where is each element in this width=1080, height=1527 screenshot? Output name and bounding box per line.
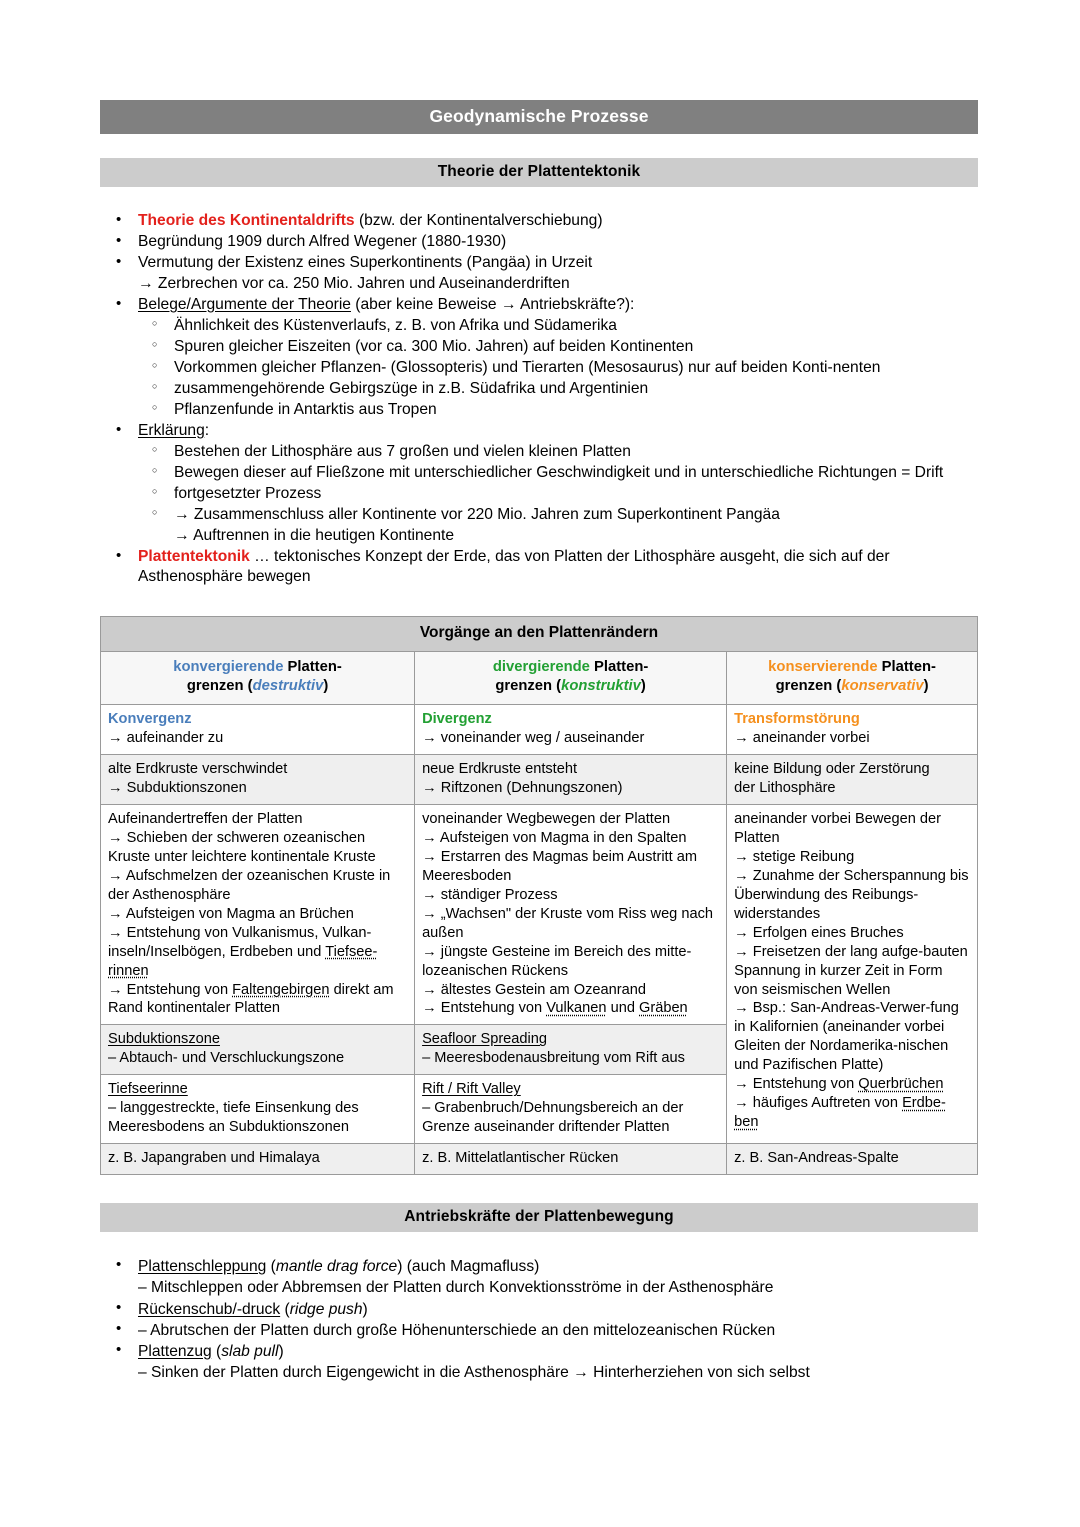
term-definition: – Grabenbruch/Dehnungsbereich an der Grenze auseinander driftender Platten <box>422 1100 684 1136</box>
term-konvergenz: Konvergenz <box>108 710 192 727</box>
list-item <box>138 400 978 421</box>
cell-detail-divergent <box>415 804 727 1025</box>
cell-crust-divergent <box>415 754 727 804</box>
list-item-text: • Rückenschub/-druck (ridge push) <box>138 1300 368 1318</box>
list-item <box>100 232 978 253</box>
col-head-line2-end: ) <box>640 678 646 695</box>
list-item <box>138 358 978 379</box>
col-head-plain-word: Platten- <box>589 658 649 675</box>
cell-line: → häufiges Auftreten von Erdbe-ben <box>734 1095 946 1131</box>
cell-line: → Aufschmelzen der ozeanischen Kruste in der Asthenosphäre <box>108 867 391 903</box>
list-item-subtext: → Zerbrechen vor ca. 250 Mio. Jahren und Auseinanderdriften <box>138 274 570 292</box>
list-item <box>100 295 978 421</box>
main-title-bar: Geodynamische Prozesse <box>100 100 978 134</box>
cell-line: → Riftzonen (Dehnungszonen) <box>422 779 623 796</box>
cell-line: → Aufsteigen von Magma an Brüchen <box>108 905 354 922</box>
col-head-line2-end: ) <box>923 678 929 695</box>
term-description: → aufeinander zu <box>108 729 224 746</box>
spacer <box>100 134 978 158</box>
underlined-term-plattenschleppung: Plattenschleppung <box>138 1258 267 1276</box>
cell-line: → stetige Reibung <box>734 848 855 865</box>
cell-line: → Entstehung von Vulkanen und Gräben <box>422 1000 688 1017</box>
list-item <box>100 547 978 589</box>
underlined-word-faltengebirgen: Faltengebirgen <box>232 981 330 998</box>
italic-term: slab pull <box>221 1342 279 1360</box>
list-item-text: Ähnlichkeit des Küstenverlaufs, z. B. von Afrika und Südamerika <box>174 316 617 334</box>
list-item-text: • Plattenzug (slab pull) <box>138 1342 284 1360</box>
underlined-word-querbruechen: Querbrüchen <box>858 1076 944 1093</box>
col-head-plain-word: Platten- <box>283 658 342 675</box>
term-label: Tiefseerinne <box>108 1081 188 1098</box>
list-item <box>138 442 978 463</box>
cell-line: → Entstehung von Querbrüchen <box>734 1076 944 1093</box>
list-item-rest: ) (auch Magmafluss) <box>397 1258 540 1276</box>
column-header-convergent <box>101 651 415 704</box>
section-title-antriebskraefte: Antriebskräfte der Plattenbewegung <box>100 1203 978 1232</box>
col-head-line2: grenzen ( <box>775 678 842 695</box>
list-item-subtext: → Auftrennen in die heutigen Kontinente <box>174 526 455 544</box>
column-header-conservative <box>727 651 978 704</box>
cell-example-conservative: z. B. San-Andreas-Spalte <box>727 1144 978 1175</box>
cell-line: neue Erdkruste entsteht <box>422 760 578 777</box>
list-item-text: • Vermutung der Existenz eines Superkontinents (Pangäa) in Urzeit <box>138 253 593 271</box>
cell-term-tiefseerinne <box>101 1075 415 1144</box>
list-item <box>138 379 978 400</box>
cell-term-seafloor-spreading <box>415 1025 727 1075</box>
cell-line: → Subduktionszonen <box>108 779 247 796</box>
belege-sublist <box>138 316 978 421</box>
cell-line: aneinander vorbei Bewegen der Platten <box>734 810 942 846</box>
term-description: → aneinander vorbei <box>734 729 870 746</box>
erklaerung-sublist <box>138 442 978 547</box>
term-definition: – Meeresbodenausbreitung vom Rift aus <box>422 1050 685 1067</box>
cell-line: voneinander Wegbewegen der Platten <box>422 810 671 827</box>
list-item-text: : <box>204 421 210 439</box>
list-item-text: Spuren gleicher Eiszeiten (vor ca. 300 Mio. Jahren) auf beiden Kontinenten <box>174 337 694 355</box>
list-item <box>138 337 978 358</box>
term-definition: – langgestreckte, tiefe Einsenkung des Meeresbodens an Subduktionszonen <box>108 1100 359 1136</box>
spacer <box>100 1232 978 1256</box>
term-label: Subduktionszone <box>108 1031 220 1048</box>
table-row-detail <box>101 804 978 1025</box>
cell-divergence <box>415 704 727 754</box>
list-item-subtext: – Sinken der Platten durch Eigengewicht in die Asthenosphäre → Hinterherziehen von sich selbst <box>138 1363 810 1381</box>
cell-line: → ältestes Gestein am Ozeanrand <box>422 981 646 998</box>
underlined-term-plattenzug: Plattenzug <box>138 1342 212 1360</box>
spacer <box>100 187 978 211</box>
list-item-rest: ) <box>278 1342 284 1360</box>
list-item-text: zusammengehörende Gebirgszüge in z.B. Südafrika und Argentinien <box>174 379 649 397</box>
list-item-text: • – Abrutschen der Platten durch große Höhenunterschiede an den mittelozeanischen Rücken <box>138 1321 776 1339</box>
col-head-colored-word: konservierende <box>768 658 878 675</box>
list-item-text: Begründung 1909 durch Alfred Wegener (1880-1930) <box>138 232 507 250</box>
column-header-divergent <box>415 651 727 704</box>
underlined-word-erdbeben: Erdbe-ben <box>734 1095 946 1131</box>
cell-line: → Erfolgen eines Bruches <box>734 924 904 941</box>
cell-line: → Erstarren des Magmas beim Austritt am Meeresboden <box>422 848 697 884</box>
cell-line: → Zunahme der Scherspannung bis Überwindung des Reibungs-widerstandes <box>734 867 969 922</box>
list-item <box>100 1341 978 1383</box>
section-title-plattentektonik: Theorie der Plattentektonik <box>100 158 978 187</box>
term-transformstoerung: Transformstörung <box>734 710 860 727</box>
term-divergenz: Divergenz <box>422 710 492 727</box>
term-description: → voneinander weg / auseinander <box>422 729 645 746</box>
cell-line: → Schieben der schweren ozeanischen Kruste unter leichtere kontinentale Kruste <box>108 829 376 865</box>
cell-line: Aufeinandertreffen der Platten <box>108 810 303 827</box>
col-head-line2: grenzen ( <box>186 678 253 695</box>
cell-detail-conservative <box>727 804 978 1144</box>
spacer <box>100 588 978 616</box>
cell-line: → Freisetzen der lang aufge-bauten Spannung in kurzer Zeit in Form von seismischen Wellen <box>734 943 968 998</box>
cell-detail-convergent <box>101 804 415 1025</box>
cell-example-convergent: z. B. Japangraben und Himalaya <box>101 1144 415 1175</box>
list-item-text: Vorkommen gleicher Pflanzen- (Glossopteris) und Tierarten (Mesosaurus) nur auf beiden Konti-nenten <box>174 358 881 376</box>
cell-crust-convergent <box>101 754 415 804</box>
underlined-label-belege: Belege/Argumente der Theorie <box>138 295 351 313</box>
cell-line: keine Bildung oder Zerstörung <box>734 760 930 777</box>
cell-line: der Lithosphäre <box>734 779 836 796</box>
col-head-italic-word: konstruktiv <box>561 678 641 695</box>
term-label: Seafloor Spreading <box>422 1031 548 1048</box>
cell-line: → „Wachsen" der Kruste vom Riss weg nach außen <box>422 905 714 941</box>
col-head-line2-end: ) <box>323 678 329 695</box>
list-item <box>100 1256 978 1298</box>
list-item-arrow <box>138 505 978 547</box>
table-row-title <box>101 617 978 651</box>
list-item-text: Bewegen dieser auf Fließzone mit unterschiedlicher Geschwindigkeit und in unterschiedliche Richtungen = Drift <box>174 463 944 481</box>
cell-line: → Bsp.: San-Andreas-Verwer-fung in Kalifornien (aneinander vorbei Gleiten der Nordamerika-nischen und Pazifischen Platte) <box>734 1000 959 1074</box>
col-head-italic-word: destruktiv <box>252 678 324 695</box>
cell-line: → ständiger Prozess <box>422 886 558 903</box>
term-definition: – Abtauch- und Verschluckungszone <box>108 1050 345 1067</box>
table-title: Vorgänge an den Plattenrändern <box>101 617 978 651</box>
table-row-example <box>101 1144 978 1175</box>
list-item <box>100 1320 978 1341</box>
underlined-word-vulkanen: Vulkanen <box>546 1000 607 1017</box>
table-row-headers <box>101 651 978 704</box>
cell-line: → jüngste Gesteine im Bereich des mitte-lozeanischen Rückens <box>422 943 692 979</box>
list-item <box>100 253 978 295</box>
col-head-plain-word: Platten- <box>877 658 936 675</box>
underlined-label-erklaerung: Erklärung <box>138 421 205 439</box>
keyword-kontinentaldrift: Theorie des Kontinentaldrifts <box>138 212 355 229</box>
list-item-text: … tektonisches Konzept der Erde, das von Platten der Lithosphäre ausgeht, die sich auf der Asthenosphäre bewegen <box>138 547 890 586</box>
keyword-plattentektonik: Plattentektonik <box>138 547 250 565</box>
cell-line: → Entstehung von Faltengebirgen direkt am Rand kontinentaler Platten <box>108 981 394 1017</box>
table-row-keyword <box>101 704 978 754</box>
spacer <box>100 1175 978 1203</box>
list-item-text: Bestehen der Lithosphäre aus 7 großen und vielen kleinen Platten <box>174 442 631 460</box>
cell-transform <box>727 704 978 754</box>
underlined-word-tiefseerinnen: Tiefsee-rinnen <box>108 943 378 979</box>
list-item-text: Pflanzenfunde in Antarktis aus Tropen <box>174 400 437 418</box>
cell-line: → Entstehung von Vulkanismus, Vulkan-inseln/Inselbögen, Erdbeben und Tiefsee-rinnen <box>108 924 378 979</box>
list-item-text: (aber keine Beweise → Antriebskräfte?): <box>350 295 635 313</box>
col-head-italic-word: konservativ <box>841 678 924 695</box>
italic-term: mantle drag force <box>275 1258 398 1276</box>
term-label: Rift / Rift Valley <box>422 1081 521 1098</box>
plate-boundary-table <box>100 616 978 1175</box>
cell-line: → Aufsteigen von Magma in den Spalten <box>422 829 687 846</box>
col-head-line2: grenzen ( <box>495 678 562 695</box>
list-item <box>138 484 978 505</box>
list-item <box>100 1299 978 1320</box>
underlined-word-graeben: Gräben <box>639 1000 688 1017</box>
list-item <box>138 316 978 337</box>
col-head-colored-word: divergierende <box>492 658 590 675</box>
cell-term-subduktionszone <box>101 1025 415 1075</box>
forces-bullet-list <box>100 1256 978 1383</box>
cell-line: alte Erdkruste verschwindet <box>108 760 288 777</box>
list-item-text: ○ fortgesetzter Prozess <box>174 484 322 502</box>
italic-term: ridge push <box>289 1300 363 1318</box>
list-item <box>100 421 978 547</box>
underlined-term-rueckenschub: Rückenschub/-druck <box>138 1300 281 1318</box>
table-row-crust <box>101 754 978 804</box>
col-head-colored-word: konvergierende <box>173 658 284 675</box>
list-item-text: • Plattenschleppung (mantle drag force) (auch Magmafluss) <box>138 1258 540 1276</box>
list-item <box>100 211 978 232</box>
cell-convergence <box>101 704 415 754</box>
list-item-subtext: ○ → Zusammenschluss aller Kontinente vor 220 Mio. Jahren zum Superkontinent Pangäa <box>174 505 780 523</box>
list-item <box>138 463 978 484</box>
cell-example-divergent: z. B. Mittelatlantischer Rücken <box>415 1144 727 1175</box>
document-page <box>100 0 978 1383</box>
list-item-text: (bzw. der Kontinentalverschiebung) <box>354 212 603 229</box>
theory-bullet-list <box>100 211 978 588</box>
list-item-subtext: – Mitschleppen oder Abbremsen der Platten durch Konvektionsströme in der Asthenosphäre <box>138 1279 774 1297</box>
cell-crust-conservative <box>727 754 978 804</box>
list-item-rest: ) <box>362 1300 368 1318</box>
cell-term-rift-valley <box>415 1075 727 1144</box>
